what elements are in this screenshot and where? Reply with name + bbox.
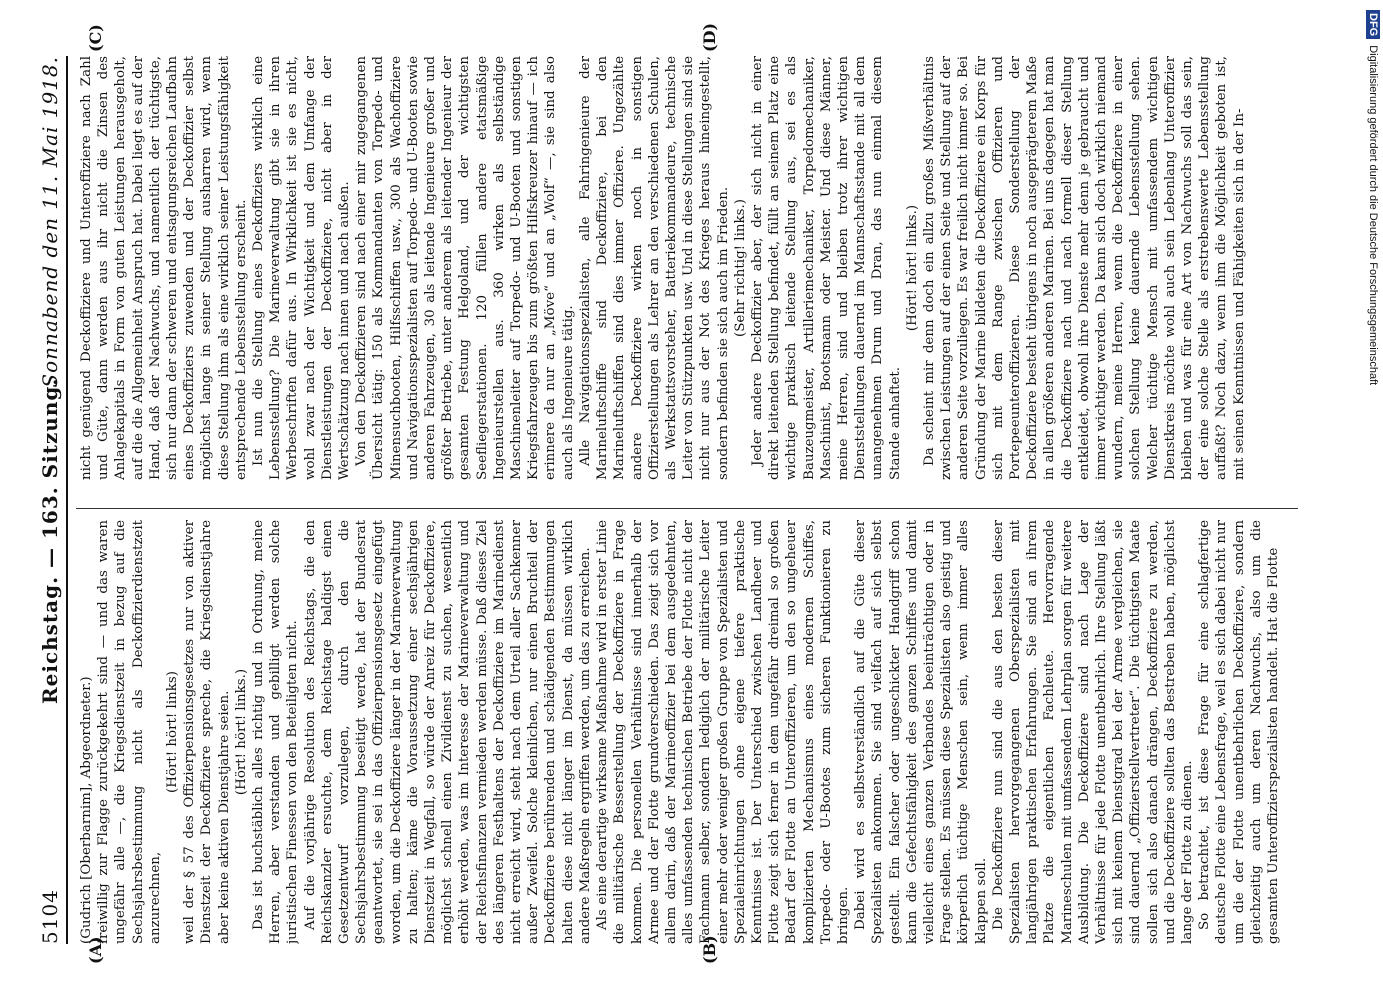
left-text-column [78, 520, 1298, 944]
paragraph: weil der § 57 des Offizierpensionsgesetzes nur von aktiver Dienstzeit der Deckoffiziere spreche, die Kriegsdienstjahre aber keine aktiven Dienstjahre seien. [182, 520, 232, 944]
session-title: Reichstag. — 163. Sitzung. [38, 377, 62, 704]
dfg-logo: DFG [1366, 10, 1380, 39]
page-header [38, 56, 68, 944]
paragraph: Als eine derartige wirksame Maßnahme wird in erster Linie die militärische Besserstellung der Deckoffiziere in Frage kommen. Die personellen Verhältnisse sind innerhalb der Armee und der Flotte grundverschieden. Das zeigt sich vor allem darin, daß der Marineoffizier bei dem ausgedehnten, alles umfassenden technischen Betriebe der Flotte nicht der Fachmann selber, sondern lediglich der militärische Leiter einer mehr oder weniger großen Gruppe von Spezialisten und Spezialeinrichtungen ohne eigene tiefere praktische Kenntnisse ist. Der Unterschied zwischen Landheer und Flotte zeigt sich ferner in dem ungefähr dreimal so großen Bedarf der Flotte an Unteroffizieren, um den so ungeheuer komplizierten Mechanismus eines modernen Schiffes, Torpedo- oder U-Bootes zum sicheren Funktionieren zu bringen. [595, 520, 851, 944]
right-text-column [78, 56, 1298, 480]
paragraph: Jeder andere Deckoffizier aber, der sich nicht in einer direkt leitenden Stellung befindet, füllt an seinem Platz eine wichtige praktisch leitende Stellung aus, sei es als Bauzeugmeister, Artilleriemechaniker, Torpedomechaniker, Maschinist, Bootsmann oder Meister. Und diese Männer, meine Herren, sind und bleiben trotz ihrer wichtigen Dienststellungen dauernd im Mannschaftsstande mit all dem unangenehmen Drum und Dran, das nun einmal diesem Stande anhaftet. [749, 56, 903, 480]
session-date: Sonnabend den 11. Mai 1918. [38, 56, 62, 388]
paragraph: nicht genügend Deckoffiziere und Unteroffiziere nach Zahl und Güte, dann werden aus ihr nicht die Zinsen des Anlagekapitals in Form von guten Leistungen herausgeholt, auf die die Allgemeinheit Anspruch hat. Dabei liegt es auf der Hand, daß der Nachwuchs, und namentlich der tüchtigste, sich nur dann der schweren und entsagungsreichen Laufbahn eines Deckoffiziers zuwenden und der Deckoffizier selbst möglichst lange in seiner Stellung ausharren wird, wenn diese Stellung ihm als eine wirklich seiner Leistungsfähigkeit entsprechende Lebensstellung erscheint. [79, 56, 249, 480]
paragraph: So betrachtet, ist diese Frage für eine schlagfertige deutsche Flotte eine Lebensfrage, weil es sich dabei nicht nur um die der Flotte unentbehrlichen Deckoffiziere, sondern gleichzeitig auch um deren Nachwuchs, also um die gesamten Unteroffizierspezialisten handelt. Hat die Flotte [1197, 520, 1282, 944]
interjection: (Hört! hört! links.) [233, 668, 249, 796]
paragraph: Da scheint mir denn doch ein allzu großes Mißverhältnis zwischen Leistungen auf der einen Seite und Stellung auf der anderen Seite vorzuliegen. Es war freilich nicht immer so. Bei Gründung der Marine bildeten die Deckoffiziere ein Korps für sich mit dem Range zwischen Offizieren und Portepeeunteroffizieren. Diese Sonderstellung der Deckoffiziere besteht übrigens in noch ausgeprägterem Maße in allen größeren anderen Marinen. Bei uns dagegen hat man die Deckoffiziere nach und nach formell dieser Stellung entkleidet, obwohl ihre Dienste mehr denn je gebraucht und immer wichtiger werden. Da kann sich doch wirklich niemand wundern, meine Herren, wenn die Deckoffiziere in einer solchen Stellung keine dauernde Lebensstellung sehen. Welcher tüchtige Mensch mit umfassendem wichtigen Dienstkreis möchte wohl auch sein Lebenlang Unteroffizier bleiben und was für eine Art von Nachwuchs soll das sein, der eine solche Stelle als erstrebenswerte Lebensstellung auffaßt? Noch dazu, wenn ihm die Möglichkeit geboten ist, mit seinen Kenntnissen und Fähigkeiten sich in der In- [921, 56, 1247, 480]
margin-letter-d: (D) [700, 22, 719, 52]
paragraph: Die Deckoffiziere nun sind die aus den besten dieser Spezialisten hervorgegangenen Oberspezialisten mit langjährigen praktischen Erfahrungen. Sie sind an ihrem Platze die eigentlichen Fachleute. Hervorragende Marineschulen mit umfassendem Lehrplan sorgen für weitere Ausbildung. Die Deckoffiziere sind nach Lage der Verhältnisse für jede Flotte unentbehrlich. Ihre Stellung läßt sich mit keinem Dienstgrad bei der Armee vergleichen, sie sind dauernd „Offizierstellvertreter“. Die tüchtigsten Maate sollen sich also danach drängen, Deckoffiziere zu werden, und die Deckoffiziere sollten das Bestreben haben, möglichst lange der Flotte zu dienen. [990, 520, 1195, 944]
credit-text: Digitalisierung gefördert durch die Deutsche Forschungsgemeinschaft [1367, 45, 1379, 386]
interjection: (Hört! hört! links) [165, 671, 181, 793]
speaker-line: (Gudrich [Oberbarnim], Abgeordneter.) [79, 676, 94, 944]
column-divider [76, 508, 1298, 509]
paragraph: Das ist buchstäblich alles richtig und in Ordnung, meine Herren, aber verstanden und gebilligt werden solche juristischen Finessen von den Beteiligten nicht. [251, 520, 301, 944]
margin-letter-c: (C) [86, 24, 105, 52]
margin-letter-b: (B) [700, 935, 719, 964]
margin-letter-a: (A) [86, 936, 105, 964]
paragraph: Dabei wird es selbstverständlich auf die Güte dieser Spezialisten ankommen. Sie sind vielfach auf sich selbst gestellt. Ein falscher oder ungeschickter Handgriff schon kann die Gefechtsfähigkeit des ganzen Schiffes und damit vielleicht eines ganzen Verbandes beeinträchtigen oder in Frage stellen. Es müssen diese Spezialisten also geistig und körperlich tüchtige Menschen sein, wenn immer alles klappen soll. [853, 520, 989, 944]
paragraph: Auf die vorjährige Resolution des Reichstags, die den Reichskanzler ersuchte, dem Reichstage baldigst einen Gesetzentwurf vorzulegen, durch den die Sechsjahrsbestimmung beseitigt werde, hat der Bundesrat geantwortet, sie sei in das Offizierpensionsgesetz eingefügt worden, um die Deckoffiziere länger in der Marineverwaltung zu halten; käme die Voraussetzung einer sechsjährigen Dienstzeit in Wegfall, so würde der Anreiz für Deckoffiziere, möglichst schnell einen Zivildienst zu suchen, wesentlich erhöht werden, was im Interesse der Marineverwaltung und der Reichsfinanzen vermieden werden müsse. Daß dieses Ziel des längeren Festhaltens der Deckoffiziere im Marinedienst nicht erreicht wird, steht nach dem Urteil aller Sachkenner außer Zweifel. Solche kleinlichen, nur einen Bruchteil der Deckoffiziere berührenden und schädigenden Bestimmungen halten diese nicht länger im Dienst, da müssen wirklich andere Maßregeln ergriffen werden, um das zu erreichen. [302, 520, 593, 944]
paragraph: Ist nun die Stellung eines Deckoffiziers wirklich eine Lebensstellung? Die Marineverwaltung gibt sie in ihren Werbeschriften dafür aus. In Wirklichkeit ist sie es nicht, wohl zwar nach der Wichtigkeit und dem Umfange der Dienstleistungen der Deckoffiziere, nicht aber in der Wertschätzung nach innen und nach außen. [251, 56, 353, 480]
interjection: (Sehr richtig! links.) [732, 199, 748, 337]
interjection: (Hört! hört! links.) [904, 204, 920, 332]
digitization-credit [1366, 10, 1380, 990]
paragraph: Von den Deckoffizieren sind nach einer mir zugegangenen Übersicht tätig: 150 als Kommandanten von Torpedo- und Minensuchbooten, Hilfsschiffen usw., 300 als Wachoffiziere und Navigationsspezialisten auf Torpedo- und U-Booten sowie anderen Fahrzeugen, 30 als leitende Ingenieure großer und größter Betriebe, unter anderem als leitender Ingenieur der gesamten Festung Helgoland, und der wichtigsten Seefliegerstationen. 120 füllen andere etatsmäßige Ingenieurstellen aus. 360 wirken als selbständige Maschinenleiter auf Torpedo- und U-Booten und sonstigen Kriegsfahrzeugen bis zum größten Hilfskreuzer hinauf — ich erinnere da nur an „Möve“ und an „Wolf“ —, sie sind also auch als Ingenieure tätig. [354, 56, 576, 480]
paragraph: freiwillig zur Flagge zurückgekehrt sind — und das waren ungefähr alle —, die Kriegsdienstzeit in bezug auf die Sechsjahrsbestimmung nicht als Deckoffizierdienstzeit anzurechnen, [96, 520, 163, 944]
page-number: 5104 [38, 889, 62, 944]
paragraph: Alle Navigationsspezialisten, alle Fahringenieure der Marineluftschiffe sind Deckoffiziere, bei den Marineluftschiffen sind dies immer Offiziere. Ungezählte andere Deckoffiziere wirken noch in sonstigen Offizierstellungen als Lehrer an den verschiedenen Schulen, als Werkstattsvorsteher, Batteriekommandeure, technische Leiter von Stützpunkten usw. Und in diese Stellungen sind sie nicht nur aus der Not des Krieges heraus hineingestellt, sondern befinden sie sich auch im Frieden. [577, 56, 731, 480]
